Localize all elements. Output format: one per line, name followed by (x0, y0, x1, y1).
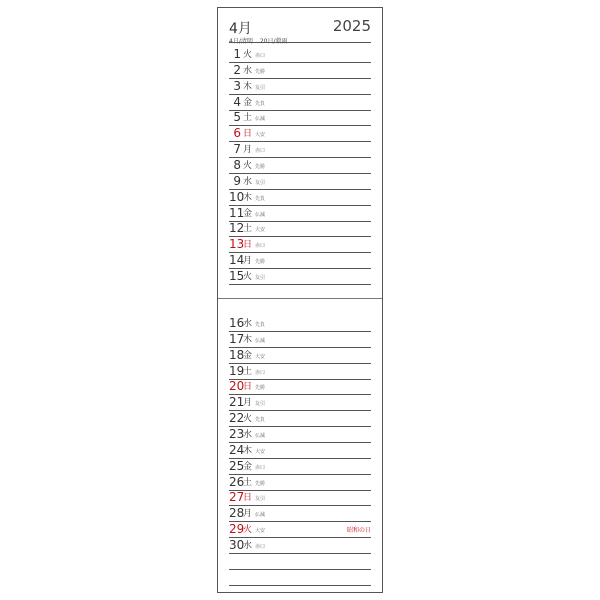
day-number: 30 (229, 537, 245, 552)
rokuyo-label: 大安 (255, 448, 266, 455)
weekday-label: 月 (243, 256, 253, 267)
rokuyo-label: 先負 (255, 100, 266, 107)
weekday-label: 月 (243, 398, 253, 409)
day-row[interactable] (229, 505, 371, 522)
day-row[interactable] (229, 410, 371, 427)
day-row[interactable] (229, 46, 371, 63)
day-number: 17 (229, 331, 245, 346)
day-row[interactable] (229, 537, 371, 554)
weekday-label: 日 (243, 493, 253, 504)
day-number: 18 (229, 347, 245, 362)
day-row[interactable] (229, 220, 371, 237)
day-row[interactable] (229, 236, 371, 253)
rokuyo-label: 大安 (255, 227, 266, 234)
day-row[interactable] (229, 252, 371, 269)
weekday-label: 木 (243, 445, 253, 456)
header-divider (229, 42, 371, 43)
rokuyo-label: 友引 (255, 401, 266, 408)
month-label: 4月 (229, 21, 252, 37)
weekday-label: 火 (243, 50, 253, 60)
day-number: 5 (233, 110, 241, 125)
day-row[interactable] (229, 521, 371, 538)
rokuyo-label: 先負 (255, 417, 266, 424)
day-row[interactable] (229, 268, 371, 285)
day-row[interactable] (229, 442, 371, 459)
day-number: 28 (229, 506, 245, 521)
day-number: 13 (229, 237, 245, 252)
weekday-label: 土 (243, 366, 253, 377)
fold-line (218, 298, 382, 299)
day-row[interactable] (229, 363, 371, 380)
day-row[interactable] (229, 378, 371, 395)
blank-line[interactable] (229, 569, 371, 586)
weekday-label: 火 (243, 271, 253, 282)
weekday-label: 木 (243, 334, 253, 345)
day-number: 27 (229, 490, 245, 505)
day-number: 19 (229, 363, 245, 378)
day-number: 2 (233, 62, 241, 77)
weekday-label: 日 (243, 382, 253, 393)
day-number: 7 (233, 142, 241, 157)
weekday-label: 水 (243, 176, 253, 187)
day-number: 14 (229, 253, 245, 268)
day-row[interactable] (229, 141, 371, 158)
weekday-label: 水 (243, 65, 253, 76)
day-row[interactable] (229, 109, 371, 126)
weekday-label: 火 (243, 160, 253, 171)
day-row[interactable] (229, 125, 371, 142)
rokuyo-label: 先勝 (255, 385, 266, 392)
weekday-label: 木 (243, 192, 253, 203)
calendar-page (217, 7, 383, 593)
day-number: 15 (229, 268, 245, 283)
weekday-label: 土 (243, 113, 253, 124)
weekday-label: 水 (243, 319, 253, 329)
day-number: 6 (233, 126, 241, 141)
rokuyo-label: 赤口 (255, 369, 266, 376)
rokuyo-label: 大安 (255, 132, 266, 139)
day-number: 23 (229, 426, 245, 441)
day-row[interactable] (229, 347, 371, 364)
rokuyo-label: 赤口 (255, 148, 266, 155)
weekday-label: 土 (243, 224, 253, 235)
rokuyo-label: 仏滅 (255, 512, 266, 519)
weekday-label: 金 (243, 97, 253, 108)
day-number: 21 (229, 395, 245, 410)
rokuyo-label: 友引 (255, 179, 266, 186)
day-number: 20 (229, 379, 245, 394)
day-row[interactable] (229, 157, 371, 174)
weekday-label: 日 (243, 240, 253, 251)
rokuyo-label: 仏滅 (255, 116, 266, 123)
day-row[interactable] (229, 394, 371, 411)
solar-term-note: 4日/清明 (229, 38, 253, 45)
day-row[interactable] (229, 331, 371, 348)
day-row[interactable] (229, 205, 371, 222)
weekday-label: 金 (243, 208, 253, 219)
weekday-label: 月 (243, 509, 253, 520)
solar-term-note: 20日/穀雨 (259, 38, 288, 45)
rokuyo-label: 仏滅 (255, 432, 266, 439)
day-row[interactable] (229, 315, 371, 332)
rokuyo-label: 赤口 (255, 543, 266, 550)
weekday-label: 火 (243, 414, 253, 425)
rokuyo-label: 大安 (255, 528, 266, 535)
rokuyo-label: 大安 (255, 353, 266, 360)
day-number: 25 (229, 458, 245, 473)
day-row[interactable] (229, 62, 371, 79)
weekday-label: 水 (243, 540, 253, 551)
day-row[interactable] (229, 173, 371, 190)
rokuyo-label: 赤口 (255, 243, 266, 250)
rokuyo-label: 赤口 (255, 464, 266, 471)
day-number: 26 (229, 474, 245, 489)
rokuyo-label: 先負 (255, 322, 266, 328)
year-label: 2025 (332, 17, 371, 35)
day-number: 1 (233, 47, 241, 61)
rokuyo-label: 友引 (255, 84, 266, 91)
day-row[interactable] (229, 458, 371, 475)
day-row[interactable] (229, 78, 371, 95)
rokuyo-label: 先勝 (255, 68, 266, 75)
rokuyo-label: 仏滅 (255, 337, 266, 344)
day-number: 24 (229, 442, 245, 457)
weekday-label: 日 (243, 129, 253, 140)
rokuyo-label: 友引 (255, 496, 266, 503)
blank-line[interactable] (229, 553, 371, 570)
rokuyo-label: 先負 (255, 195, 266, 202)
rokuyo-label: 先勝 (255, 163, 266, 170)
day-number: 29 (229, 522, 245, 537)
day-number: 9 (233, 173, 241, 188)
day-number: 22 (229, 411, 245, 426)
day-number: 8 (233, 157, 241, 172)
rokuyo-label: 赤口 (255, 53, 266, 59)
rokuyo-label: 仏滅 (255, 211, 266, 218)
solar-term-notes (229, 36, 288, 45)
day-number: 10 (229, 189, 245, 204)
rokuyo-label: 友引 (255, 274, 266, 281)
weekday-label: 金 (243, 350, 253, 361)
day-row[interactable] (229, 94, 371, 111)
day-row[interactable] (229, 426, 371, 443)
weekday-label: 土 (243, 477, 253, 488)
day-number: 16 (229, 316, 245, 330)
weekday-label: 水 (243, 429, 253, 440)
rokuyo-label: 先勝 (255, 259, 266, 266)
day-row[interactable] (229, 474, 371, 491)
day-number: 3 (233, 78, 241, 93)
weekday-label: 月 (243, 145, 253, 156)
rokuyo-label: 先勝 (255, 480, 266, 487)
day-number: 4 (233, 94, 241, 109)
weekday-label: 金 (243, 461, 253, 472)
day-number: 12 (229, 221, 245, 236)
day-row[interactable] (229, 189, 371, 206)
day-row[interactable] (229, 489, 371, 506)
weekday-label: 火 (243, 525, 253, 536)
weekday-label: 木 (243, 81, 253, 92)
day-number: 11 (229, 205, 245, 220)
holiday-label: 昭和の日 (346, 527, 371, 535)
calendar-header (229, 14, 371, 50)
